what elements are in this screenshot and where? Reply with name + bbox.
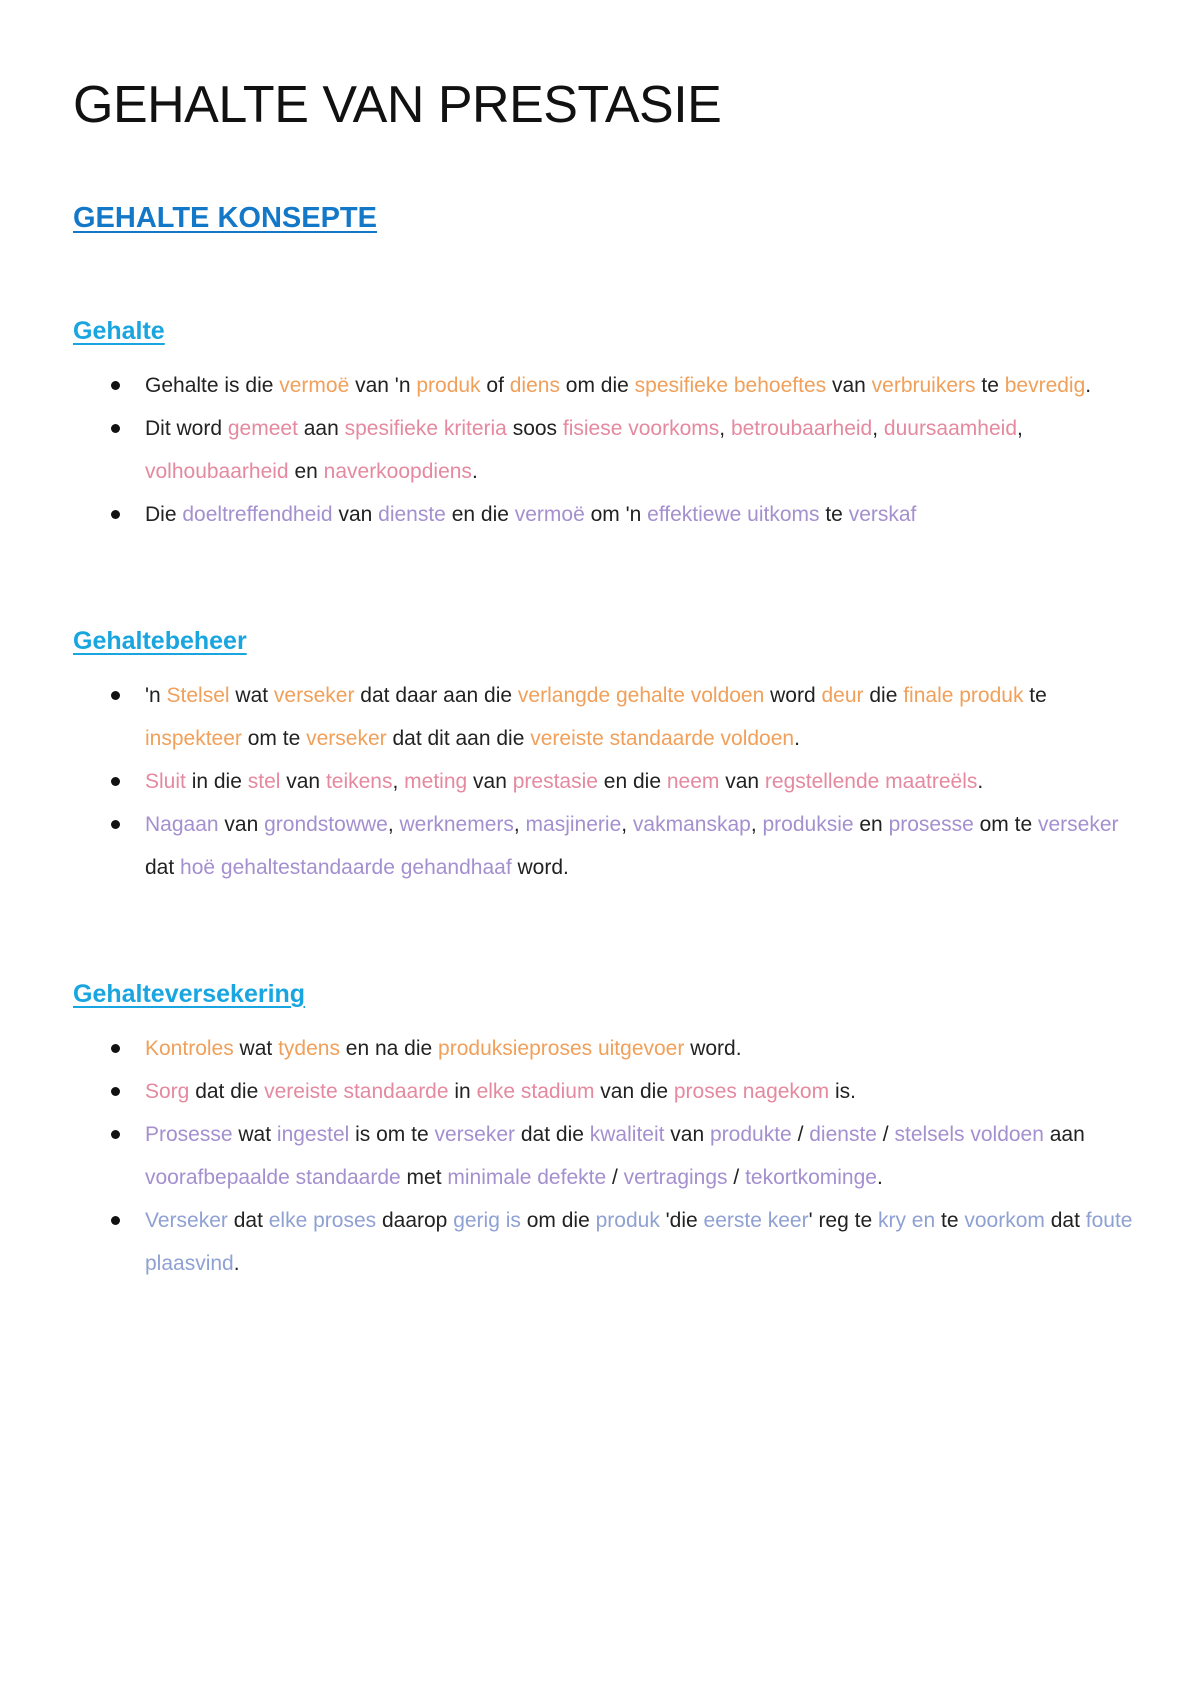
- text-segment: dat: [227, 1209, 269, 1232]
- highlighted-term: vertragings: [623, 1166, 728, 1189]
- text-segment: om te: [241, 727, 307, 750]
- list-item: [73, 760, 1133, 803]
- highlighted-term: verlangde gehalte voldoen: [517, 684, 765, 707]
- highlighted-term: verseker: [434, 1123, 516, 1146]
- highlighted-term: produk: [595, 1209, 660, 1232]
- bullet-dot-icon: [111, 1130, 120, 1139]
- text-segment: van: [826, 374, 872, 397]
- highlighted-term: effektiewe uitkoms: [647, 503, 820, 526]
- highlighted-term: finale produk: [903, 684, 1024, 707]
- list-item: [73, 364, 1133, 407]
- text-segment: wat: [229, 684, 274, 707]
- text-segment: wat: [232, 1123, 277, 1146]
- text-segment: om die: [520, 1209, 596, 1232]
- text-segment: ,: [750, 813, 763, 836]
- text-segment: van: [467, 770, 513, 793]
- highlighted-term: proses nagekom: [673, 1080, 830, 1103]
- bullet-dot-icon: [111, 691, 120, 700]
- section-heading: Gehalte: [73, 317, 165, 345]
- highlighted-term: vermoë: [514, 503, 585, 526]
- highlighted-term: gerig is: [453, 1209, 521, 1232]
- bullet-dot-icon: [111, 1216, 120, 1225]
- list-item: [73, 1113, 1133, 1199]
- list-item: [73, 1199, 1133, 1285]
- bullet-dot-icon: [111, 820, 120, 829]
- highlighted-term: diens: [509, 374, 560, 397]
- text-segment: dat die: [189, 1080, 265, 1103]
- highlighted-term: verskaf: [848, 503, 917, 526]
- list-item: [73, 803, 1133, 889]
- text-segment: soos: [506, 417, 563, 440]
- highlighted-term: kry en: [877, 1209, 936, 1232]
- highlighted-term: betroubaarheid: [730, 417, 873, 440]
- highlighted-term: regstellende maatreëls: [764, 770, 978, 793]
- text-segment: van: [218, 813, 265, 836]
- highlighted-term: foute plaasvind: [145, 1209, 1133, 1275]
- text-segment: te: [819, 503, 849, 526]
- text-segment: te: [975, 374, 1005, 397]
- text-segment: om te: [973, 813, 1038, 836]
- text-segment: is.: [829, 1080, 856, 1103]
- highlighted-term: fisiese voorkoms: [562, 417, 720, 440]
- highlighted-term: verbruikers: [871, 374, 976, 397]
- text-segment: in die: [185, 770, 248, 793]
- highlighted-term: Verseker: [145, 1209, 228, 1232]
- highlighted-term: dienste: [378, 503, 446, 526]
- text-segment: aan: [1043, 1123, 1085, 1146]
- highlighted-term: meting: [404, 770, 468, 793]
- highlighted-term: produkte: [710, 1123, 792, 1146]
- text-segment: ,: [872, 417, 884, 440]
- section-heading: Gehaltebeheer: [73, 627, 247, 655]
- text-segment: 'die: [659, 1209, 704, 1232]
- text-segment: en: [853, 813, 889, 836]
- highlighted-term: verseker: [273, 684, 355, 707]
- highlighted-term: vereiste standaarde: [264, 1080, 449, 1103]
- document-title: GEHALTE VAN PRESTASIE: [73, 76, 722, 134]
- highlighted-term: masjinerie: [525, 813, 622, 836]
- highlighted-term: stelsels voldoen: [894, 1123, 1044, 1146]
- text-segment: om die: [559, 374, 635, 397]
- bullet-dot-icon: [111, 510, 120, 519]
- highlighted-term: vereiste standaarde voldoen: [530, 727, 795, 750]
- highlighted-term: eerste keer: [703, 1209, 809, 1232]
- text-segment: van: [719, 770, 765, 793]
- text-segment: dat die: [515, 1123, 590, 1146]
- list-item: [73, 1070, 1133, 1113]
- text-segment: Die: [145, 503, 183, 526]
- highlighted-term: Sluit: [145, 770, 186, 793]
- highlighted-term: tekortkominge: [745, 1166, 877, 1189]
- text-segment: om 'n: [584, 503, 648, 526]
- text-segment: te: [935, 1209, 965, 1232]
- text-segment: of: [480, 374, 510, 397]
- text-segment: en die: [597, 770, 667, 793]
- text-segment: dat: [1044, 1209, 1086, 1232]
- highlighted-term: tydens: [278, 1037, 340, 1060]
- text-segment: te: [1023, 684, 1047, 707]
- highlighted-term: produk: [416, 374, 481, 397]
- text-segment: van 'n: [349, 374, 417, 397]
- section-gehalteversekering: [73, 977, 1133, 1285]
- text-segment: dat: [145, 856, 181, 879]
- text-segment: /: [876, 1123, 895, 1146]
- text-segment: ,: [392, 770, 405, 793]
- highlighted-term: werknemers: [399, 813, 514, 836]
- text-segment: ,: [387, 813, 400, 836]
- text-segment: aan: [297, 417, 345, 440]
- list-item: [73, 407, 1133, 493]
- highlighted-term: elke stadium: [476, 1080, 595, 1103]
- bullet-list: [73, 674, 1133, 889]
- text-segment: Gehalte is die: [145, 374, 280, 397]
- text-segment: ,: [513, 813, 526, 836]
- bullet-list: [73, 1027, 1133, 1285]
- highlighted-term: prosesse: [888, 813, 974, 836]
- text-segment: ,: [621, 813, 633, 836]
- text-segment: ,: [719, 417, 731, 440]
- highlighted-term: vakmanskap: [632, 813, 751, 836]
- highlighted-term: Nagaan: [145, 813, 219, 836]
- bullet-dot-icon: [111, 424, 120, 433]
- highlighted-term: prestasie: [512, 770, 598, 793]
- text-segment: van: [280, 770, 326, 793]
- bullet-list: [73, 364, 1133, 536]
- highlighted-term: spesifieke kriteria: [344, 417, 507, 440]
- highlighted-term: verseker: [1038, 813, 1119, 836]
- highlighted-term: voorafbepaalde standaarde: [145, 1166, 401, 1189]
- text-segment: /: [727, 1166, 746, 1189]
- text-segment: .: [233, 1252, 240, 1275]
- text-segment: die: [863, 684, 904, 707]
- highlighted-term: teikens: [325, 770, 393, 793]
- text-segment: en: [288, 460, 324, 483]
- highlighted-term: elke proses: [268, 1209, 377, 1232]
- bullet-dot-icon: [111, 1044, 120, 1053]
- text-segment: van die: [594, 1080, 674, 1103]
- highlighted-term: deur: [821, 684, 864, 707]
- highlighted-term: neem: [666, 770, 720, 793]
- text-segment: .: [794, 727, 800, 750]
- highlighted-term: minimale defekte: [447, 1166, 607, 1189]
- text-segment: van: [332, 503, 379, 526]
- highlighted-term: Kontroles: [145, 1037, 234, 1060]
- text-segment: dat daar aan die: [354, 684, 518, 707]
- text-segment: wat: [233, 1037, 279, 1060]
- text-segment: /: [791, 1123, 810, 1146]
- text-segment: en na die: [339, 1037, 439, 1060]
- text-segment: Dit word: [145, 417, 228, 440]
- text-segment: word.: [684, 1037, 742, 1060]
- highlighted-term: spesifieke behoeftes: [634, 374, 827, 397]
- text-segment: dat dit aan die: [386, 727, 531, 750]
- highlighted-term: inspekteer: [145, 727, 242, 750]
- bullet-dot-icon: [111, 777, 120, 786]
- text-segment: word: [764, 684, 822, 707]
- list-item: [73, 1027, 1133, 1070]
- text-segment: en die: [445, 503, 515, 526]
- highlighted-term: dienste: [809, 1123, 877, 1146]
- highlighted-term: Sorg: [145, 1080, 190, 1103]
- bullet-dot-icon: [111, 1087, 120, 1096]
- text-segment: /: [606, 1166, 624, 1189]
- highlighted-term: Prosesse: [145, 1123, 233, 1146]
- highlighted-term: produksieproses uitgevoer: [438, 1037, 685, 1060]
- text-segment: daarop: [376, 1209, 454, 1232]
- text-segment: .: [471, 460, 478, 483]
- highlighted-term: naverkoopdiens: [323, 460, 472, 483]
- text-segment: .: [876, 1166, 883, 1189]
- text-segment: .: [977, 770, 984, 793]
- highlighted-term: doeltreffendheid: [182, 503, 333, 526]
- highlighted-term: hoë gehaltestandaarde gehandhaaf: [180, 856, 512, 879]
- section-gehalte: [73, 314, 1133, 536]
- highlighted-term: volhoubaarheid: [145, 460, 289, 483]
- highlighted-term: voorkom: [964, 1209, 1045, 1232]
- highlighted-term: Stelsel: [166, 684, 230, 707]
- text-segment: in: [448, 1080, 477, 1103]
- highlighted-term: duursaamheid: [883, 417, 1017, 440]
- highlighted-term: bevredig: [1004, 374, 1086, 397]
- section-gehaltebeheer: [73, 624, 1133, 889]
- list-item: [73, 493, 1133, 536]
- highlighted-term: grondstowwe: [264, 813, 388, 836]
- main-heading: GEHALTE KONSEPTE: [73, 202, 377, 234]
- text-segment: ,: [1017, 417, 1023, 440]
- text-segment: word.: [511, 856, 569, 879]
- text-segment: met: [400, 1166, 448, 1189]
- highlighted-term: kwaliteit: [589, 1123, 665, 1146]
- highlighted-term: vermoë: [279, 374, 350, 397]
- highlighted-term: verseker: [306, 727, 387, 750]
- text-segment: ' reg te: [808, 1209, 878, 1232]
- list-item: [73, 674, 1133, 760]
- text-segment: van: [664, 1123, 710, 1146]
- bullet-dot-icon: [111, 381, 120, 390]
- highlighted-term: produksie: [762, 813, 854, 836]
- text-segment: 'n: [145, 684, 167, 707]
- section-heading: Gehalteversekering: [73, 980, 306, 1008]
- text-segment: .: [1085, 374, 1092, 397]
- highlighted-term: gemeet: [227, 417, 298, 440]
- highlighted-term: stel: [247, 770, 281, 793]
- highlighted-term: ingestel: [276, 1123, 350, 1146]
- document-page: [73, 70, 1133, 1285]
- text-segment: is om te: [349, 1123, 435, 1146]
